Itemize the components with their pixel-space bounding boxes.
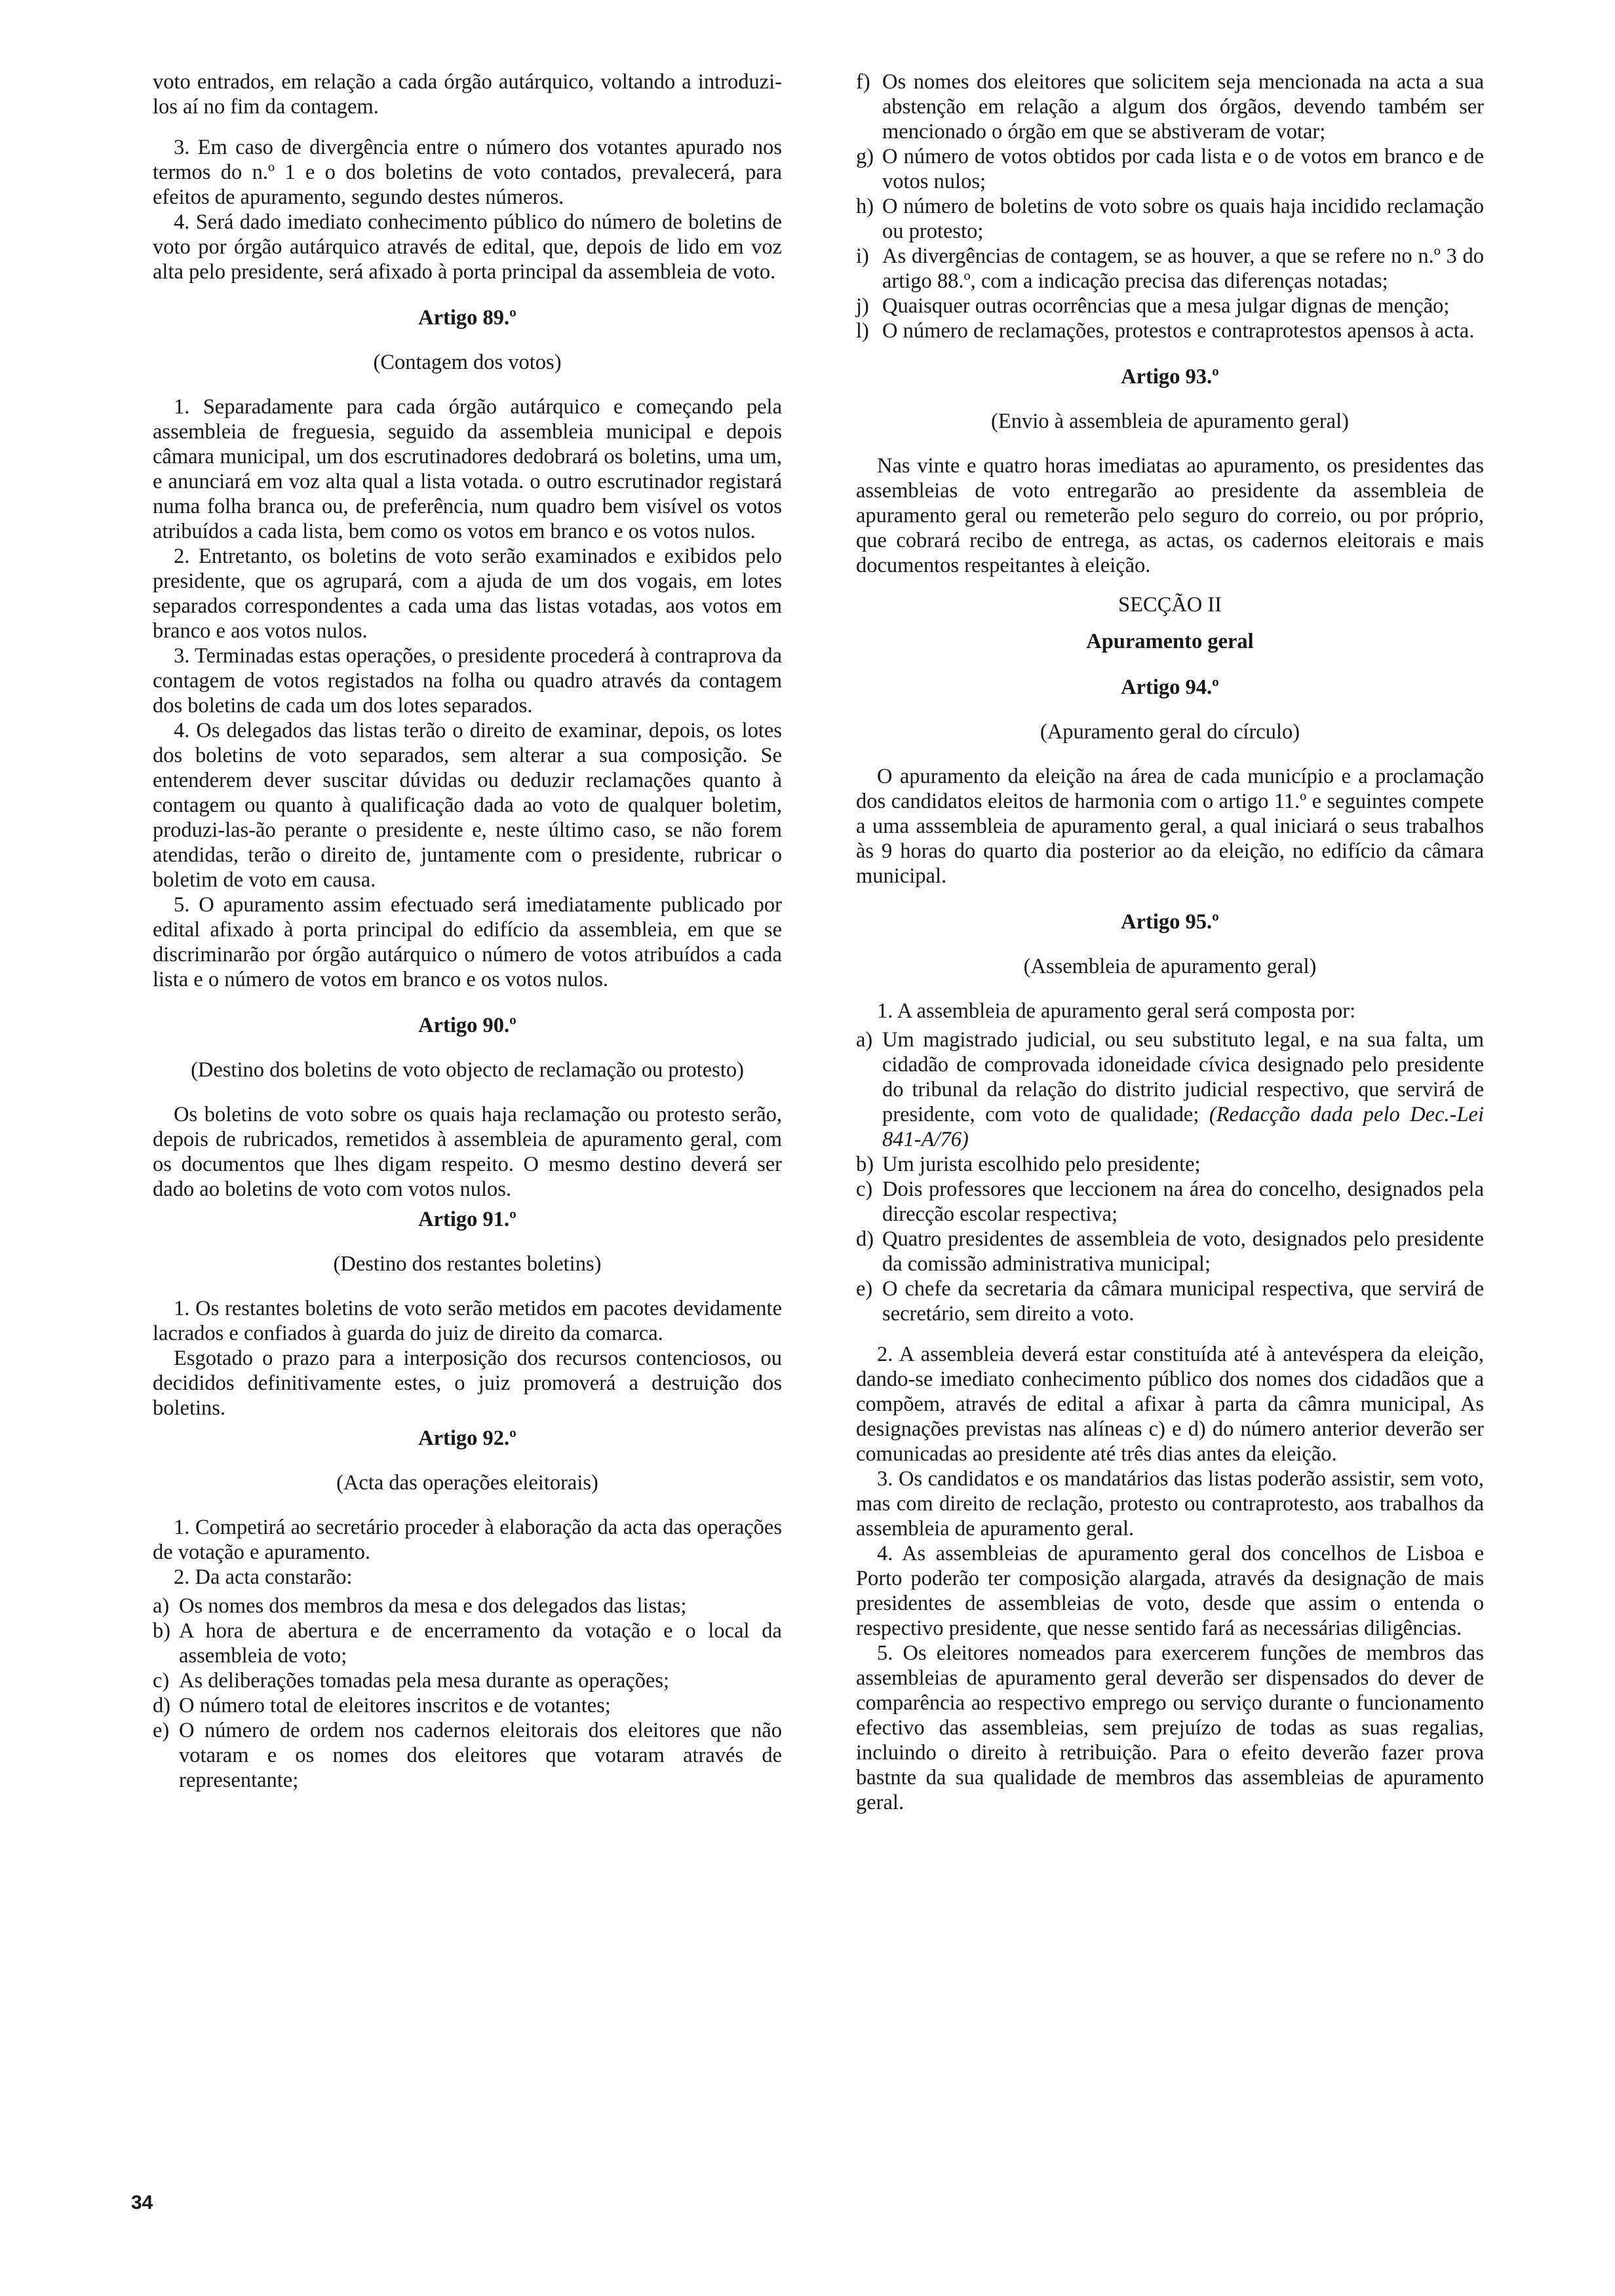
paragraph: 1. A assembleia de apuramento geral será composta por: [877, 999, 1356, 1023]
list-item-text: O número de reclamações, protestos e contraprotestos apensos à acta. [882, 319, 1475, 343]
list-item [856, 1027, 1484, 1152]
list-item-label: a) [153, 1594, 170, 1618]
list-item-label: b) [856, 1153, 874, 1176]
list-item-text: A hora de abertura e de encerramento da votação e o local da assembleia de voto; [179, 1619, 782, 1668]
list-item [856, 244, 1484, 294]
article-title: Artigo 89.º [418, 306, 516, 330]
article-subtitle: (Apuramento geral do círculo) [1040, 720, 1300, 744]
paragraph: Os boletins de voto sobre os quais haja reclamação ou protesto serão, depois de rubricados, remetidos à assembleia de apuramento geral, com os documentos que lhes digam respeito. O mesmo destino deverá ser dado ao boletins de voto com votos nulos. [153, 1103, 782, 1201]
article-title: Artigo 93.º [1121, 365, 1219, 389]
list-item [856, 1227, 1484, 1276]
article-subtitle: (Destino dos restantes boletins) [333, 1252, 602, 1276]
list-item-text: O chefe da secretaria da câmara municipal respectiva, que servirá de secretário, sem direito a voto. [882, 1277, 1484, 1326]
list-item-label: l) [856, 319, 869, 343]
list-item-text: O número de boletins de voto sobre os quais haja incidido reclamação ou protesto; [882, 195, 1484, 243]
paragraph: 1. Competirá ao secretário proceder à elaboração da acta das operações de votação e apuramento. [153, 1516, 782, 1564]
paragraph: 4. As assembleias de apuramento geral dos concelhos de Lisboa e Porto poderão ter composição alargada, através da designação de mais presidentes de assembleias de voto, desde que assim o entenda o respectivo presidente, que nesse sentido fará as necessárias diligências. [856, 1542, 1484, 1640]
paragraph: 1. Separadamente para cada órgão autárquico e começando pela assembleia de freguesia, seguido da assembleia municipal e depois câmara municipal, um dos escrutinadores dedobrará os boletins, uma um, e anunciará em voz alta qual a lista votada. o outro escrutinador registará numa folha branca ou, de preferência, num quadro bem visível os votos atribuídos a cada lista, bem como os votos em branco e os votos nulos. [153, 395, 782, 543]
list-item [153, 1718, 782, 1793]
list-item [856, 318, 1484, 343]
article-title: Artigo 90.º [418, 1014, 516, 1037]
list-item-text: Quatro presidentes de assembleia de voto, designados pelo presidente da comissão administrativa municipal; [882, 1227, 1484, 1276]
list-item-text: O número de votos obtidos por cada lista e o de votos em branco e de votos nulos; [882, 145, 1484, 193]
list-item [153, 1618, 782, 1668]
list-item-text: As divergências de contagem, se as houver, a que se refere no n.º 3 do artigo 88.º, com a indicação precisa das diferenças notadas; [882, 244, 1484, 293]
article-title: Artigo 94.º [1121, 676, 1219, 699]
list-item [153, 1668, 782, 1693]
paragraph: 3. Os candidatos e os mandatários das listas poderão assistir, sem voto, mas com direito de reclação, protesto ou contraprotesto, aos trabalhos da assembleia de apuramento geral. [856, 1467, 1484, 1540]
list-item-label: a) [856, 1028, 873, 1052]
paragraph: Esgotado o prazo para a interposição dos recursos contenciosos, ou decididos definitivamente estes, o juiz promoverá a destruição dos boletins. [153, 1347, 782, 1420]
article-subtitle: (Destino dos boletins de voto objecto de reclamação ou protesto) [191, 1058, 744, 1082]
list-item [856, 1276, 1484, 1326]
list-item-label: c) [856, 1177, 873, 1201]
paragraph: 5. Os eleitores nomeados para exercerem funções de membros das assembleias de apuramento geral deverão ser dispensados do dever de comparência ao respectivo emprego ou serviço durante o funcionamento efectivo das assembleias, sem prejuízo de todas as suas regalias, incluindo o direito à retribuição. Para o efeito deverão fazer prova bastnte da sua qualidade de membros das assembleias de apuramento geral. [856, 1641, 1484, 1814]
article-title: Artigo 92.º [418, 1426, 516, 1450]
paragraph: 5. O apuramento assim efectuado será imediatamente publicado por edital afixado à porta principal do edifício da assembleia, em que se discriminarão por órgão autárquico o número de votos atribuídos a cada lista e o número de votos em branco e os votos nulos. [153, 893, 782, 991]
paragraph: 3. Em caso de divergência entre o número dos votantes apurado nos termos do n.º 1 e o dos boletins de voto contados, prevalecerá, para efeitos de apuramento, segundo destes números. [153, 136, 782, 209]
section-label: SECÇÃO II [1118, 593, 1222, 617]
article-subtitle: (Contagem dos votos) [373, 351, 562, 374]
list-item-text: O número total de eleitores inscritos e de votantes; [179, 1694, 611, 1717]
list-item-label: j) [856, 294, 869, 318]
list-item-text: Os nomes dos membros da mesa e dos delegados das listas; [179, 1594, 687, 1618]
paragraph: 3. Terminadas estas operações, o presidente procederá à contraprova da contagem de votos registados na folha ou quadro através da contagem dos boletins de cada um dos lotes separados. [153, 644, 782, 718]
amendment-note: (Redacção dada pelo Dec.-Lei 841-A/76) [882, 1103, 1485, 1151]
list-item-label: c) [153, 1669, 170, 1693]
list-item-text: Quaisquer outras ocorrências que a mesa julgar dignas de menção; [882, 294, 1450, 318]
list-item-label: b) [153, 1619, 171, 1643]
article-title: Artigo 91.º [418, 1208, 516, 1231]
list-item-label: d) [856, 1227, 874, 1251]
paragraph: O apuramento da eleição na área de cada município e a proclamação dos candidatos eleitos de harmonia com o artigo 11.º e seguintes compete a uma asssembleia de apuramento geral, a qual iniciará o seus trabalhos às 9 horas do quarto dia posterior ao da eleição, no edifício da câmara municipal. [856, 765, 1484, 888]
list-item [856, 194, 1484, 244]
article-subtitle: (Acta das operações eleitorais) [336, 1471, 598, 1495]
paragraph: Nas vinte e quatro horas imediatas ao apuramento, os presidentes das assembleias de voto entregarão ao presidente da assembleia de apuramento geral ou remeterão pelo seguro do correio, ou por próprio, que cobrará recibo de entrega, as actas, os cadernos eleitorais e mais documentos respeitantes à eleição. [856, 454, 1484, 577]
list-item-label: d) [153, 1694, 171, 1717]
right-column [856, 69, 1484, 1815]
paragraph: 4. Será dado imediato conhecimento público do número de boletins de voto por órgão autárquico através de edital, que, depois de lido em voz alta pelo presidente, será afixado à porta principal da assembleia de voto. [153, 210, 782, 284]
list-item-label: f) [856, 70, 870, 94]
article-subtitle: (Envio à assembleia de apuramento geral) [991, 410, 1349, 433]
paragraph: voto entrados, em relação a cada órgão autárquico, voltando a introduzi-los aí no fim da contagem. [153, 70, 782, 119]
list-item-text: O número de ordem nos cadernos eleitorais dos eleitores que não votaram e os nomes dos eleitores que votaram através de representante; [179, 1719, 782, 1792]
list-item [856, 1177, 1484, 1227]
page-number: 34 [131, 2192, 153, 2213]
section-title: Apuramento geral [1086, 630, 1254, 653]
list-item [856, 69, 1484, 144]
paragraph: 1. Os restantes boletins de voto serão metidos em pacotes devidamente lacrados e confiados à guarda do juiz de direito da comarca. [153, 1297, 782, 1345]
list-item [153, 1693, 782, 1718]
paragraph: 4. Os delegados das listas terão o direito de examinar, depois, os lotes dos boletins de voto separados, sem alterar a sua composição. Se entenderem dever suscitar dúvidas ou deduzir reclamações quanto à contagem ou quanto à qualificação dada ao voto de qualquer boletim, produzi-las-ão perante o presidente e, neste último caso, se não forem atendidas, terão o direito de, juntamente com o presidente, rubricar o boletim de voto em causa. [153, 719, 782, 892]
list-item-label: e) [856, 1277, 873, 1301]
article-title: Artigo 95.º [1121, 910, 1219, 934]
list-item-label: i) [856, 244, 869, 268]
list-item-text: Os nomes dos eleitores que solicitem seja mencionada na acta a sua abstenção em relação a algum dos órgãos, devendo também ser mencionado o órgão em que se abstiveram de votar; [882, 70, 1484, 144]
list-item [153, 1594, 782, 1618]
paragraph: 2. Da acta constarão: [174, 1565, 353, 1589]
list-item-text: Dois professores que leccionem na área do concelho, designados pela direcção escolar respectiva; [882, 1177, 1484, 1226]
list-item-text: As deliberações tomadas pela mesa durante as operações; [179, 1669, 670, 1693]
list-item-text: Um magistrado judicial, ou seu substituto legal, e na sua falta, um cidadão de comprovada idoneidade cívica designado pelo presidente do tribunal da relação do distrito judicial respectivo, que servirá de presidente, com voto de qualidade; [882, 1028, 1484, 1126]
list-item-label: g) [856, 145, 874, 168]
list-item [856, 144, 1484, 194]
list-item-label: h) [856, 195, 874, 218]
list-item [856, 294, 1484, 318]
paragraph: 2. A assembleia deverá estar constituída até à antevéspera da eleição, dando-se imediato conhecimento público dos nomes dos cidadãos que a compõem, através de edital a afixar à parta da câmra municipal, As designações previstas nas alíneas c) e d) do número anterior deverão ser comunicadas ao presidente até três dias antes da eleição. [856, 1343, 1484, 1466]
paragraph: 2. Entretanto, os boletins de voto serão examinados e exibidos pelo presidente, que os agrupará, com a ajuda de um dos vogais, em lotes separados correspondentes a cada uma das listas votadas, aos votos em branco e aos votos nulos. [153, 545, 782, 643]
list-item-label: e) [153, 1719, 170, 1742]
article-subtitle: (Assembleia de apuramento geral) [1023, 955, 1317, 978]
left-column [153, 69, 782, 1793]
list-item [856, 1152, 1484, 1177]
list-item-text: Um jurista escolhido pelo presidente; [882, 1153, 1201, 1176]
